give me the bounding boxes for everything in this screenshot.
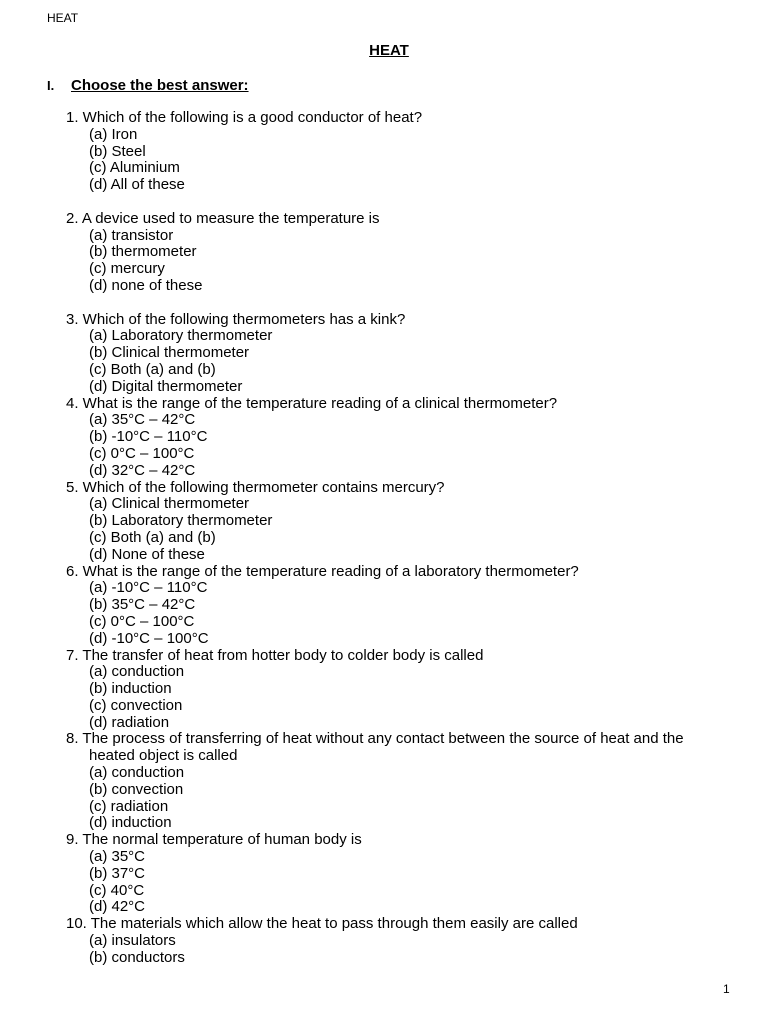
option-b: (b) Steel (89, 142, 146, 160)
option-c: (c) radiation (89, 797, 169, 815)
option-b: (b) induction (89, 680, 172, 698)
option-a: (a) conduction (89, 764, 185, 782)
option-d: (d) 32°C – 42°C (89, 461, 196, 479)
section-number: I. (47, 78, 55, 93)
option-a: (a) Laboratory thermometer (89, 327, 273, 345)
question-text-continued: heated object is called (89, 747, 238, 765)
page-number: 1 (723, 982, 730, 996)
option-a: (a) Iron (89, 125, 138, 143)
question-8 (66, 731, 726, 832)
option-c: (c) 40°C (89, 881, 145, 899)
option-a: (a) conduction (89, 663, 185, 681)
option-a: (a) -10°C – 110°C (89, 579, 208, 597)
option-a: (a) 35°C – 42°C (89, 411, 196, 429)
option-c: (c) Both (a) and (b) (89, 360, 216, 378)
option-b: (b) thermometer (89, 243, 197, 261)
question-text: 9. The normal temperature of human body is (66, 831, 362, 849)
page-title: HEAT (369, 42, 409, 59)
section-label: Choose the best answer: (71, 77, 249, 94)
option-c: (c) 0°C – 100°C (89, 612, 195, 630)
question-text: 5. Which of the following thermometer contains mercury? (66, 478, 445, 496)
question-10 (66, 916, 726, 966)
question-text: 4. What is the range of the temperature reading of a clinical thermometer? (66, 394, 558, 412)
option-a: (a) insulators (89, 932, 176, 950)
option-d: (d) induction (89, 814, 172, 832)
option-c: (c) Aluminium (89, 159, 180, 177)
option-b: (b) 37°C (89, 864, 146, 882)
question-6 (66, 564, 726, 648)
section-heading (47, 77, 249, 94)
option-c: (c) 0°C – 100°C (89, 444, 195, 462)
option-c: (c) mercury (89, 260, 165, 278)
question-3 (66, 312, 726, 396)
question-4 (66, 396, 726, 480)
option-d: (d) -10°C – 100°C (89, 629, 209, 647)
option-b: (b) Laboratory thermometer (89, 512, 273, 530)
running-header: HEAT (47, 11, 79, 25)
option-d: (d) All of these (89, 176, 185, 194)
option-d: (d) none of these (89, 276, 203, 294)
question-9 (66, 832, 726, 916)
question-2 (66, 211, 726, 295)
option-d: (d) None of these (89, 545, 205, 563)
question-text: 8. The process of transferring of heat without any contact between the source of heat and the (66, 730, 684, 748)
option-c: (c) Both (a) and (b) (89, 528, 216, 546)
question-text: 7. The transfer of heat from hotter body to colder body is called (66, 646, 484, 664)
option-a: (a) transistor (89, 226, 174, 244)
option-a: (a) Clinical thermometer (89, 495, 250, 513)
option-b: (b) convection (89, 780, 184, 798)
option-c: (c) convection (89, 696, 183, 714)
question-7 (66, 648, 726, 732)
question-text: 2. A device used to measure the temperature is (66, 209, 380, 227)
question-text: 6. What is the range of the temperature reading of a laboratory thermometer? (66, 562, 579, 580)
question-list (66, 110, 726, 967)
question-text: 3. Which of the following thermometers has a kink? (66, 310, 406, 328)
option-a: (a) 35°C (89, 848, 146, 866)
option-b: (b) -10°C – 110°C (89, 428, 208, 446)
option-b: (b) conductors (89, 948, 185, 966)
option-d: (d) radiation (89, 713, 170, 731)
question-1 (66, 110, 726, 194)
option-d: (d) Digital thermometer (89, 377, 243, 395)
option-d: (d) 42°C (89, 898, 146, 916)
option-b: (b) Clinical thermometer (89, 344, 250, 362)
question-5 (66, 480, 726, 564)
question-text: 10. The materials which allow the heat to pass through them easily are called (66, 915, 578, 933)
question-text: 1. Which of the following is a good conductor of heat? (66, 109, 423, 126)
option-b: (b) 35°C – 42°C (89, 596, 196, 614)
